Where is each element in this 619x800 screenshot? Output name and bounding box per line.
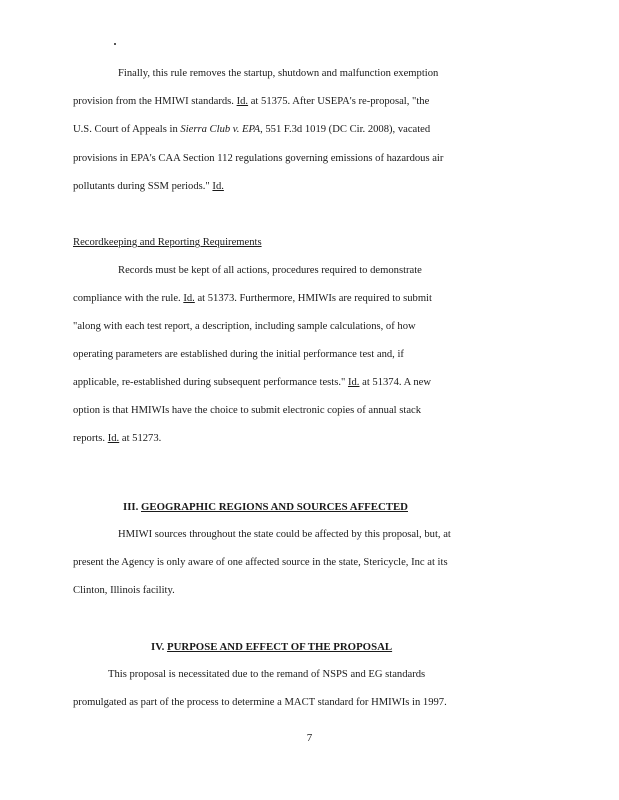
section3-line3: Clinton, Illinois facility. xyxy=(73,585,175,596)
citation-id: Id. xyxy=(236,96,249,107)
para1-line4: provisions in EPA's CAA Section 112 regulations governing emissions of hazardous air xyxy=(73,153,444,164)
recordkeeping-line1: Records must be kept of all actions, procedures required to demonstrate xyxy=(118,265,422,276)
citation-id: Id. xyxy=(212,181,224,192)
recordkeeping-line5-rest: at 51374. A new xyxy=(362,377,431,388)
recordkeeping-line2-text: compliance with the rule. xyxy=(73,293,181,304)
recordkeeping-heading: Recordkeeping and Reporting Requirements xyxy=(73,237,262,248)
para1-line3-rest: , 551 F.3d 1019 (DC Cir. 2008), vacated xyxy=(260,124,431,135)
recordkeeping-line7-rest: at 51273. xyxy=(121,433,162,444)
case-name: Sierra Club v. EPA xyxy=(180,124,261,135)
para1-line5 xyxy=(73,180,553,194)
para1-line1: Finally, this rule removes the startup, shutdown and malfunction exemption xyxy=(118,68,439,79)
recordkeeping-line7-text: reports. xyxy=(73,433,106,444)
recordkeeping-line4: operating parameters are established during the initial performance test and, if xyxy=(73,349,404,360)
section4-line1: This proposal is necessitated due to the remand of NSPS and EG standards xyxy=(108,669,426,680)
section3-line2: present the Agency is only aware of one affected source in the state, Stericycle, Inc at its xyxy=(73,557,448,568)
recordkeeping-line2 xyxy=(73,292,553,306)
section3-number: III. xyxy=(123,501,139,513)
section4-title: PURPOSE AND EFFECT OF THE PROPOSAL xyxy=(167,641,393,653)
citation-id: Id. xyxy=(183,293,195,304)
page-number: 7 xyxy=(306,732,313,744)
recordkeeping-line2-rest: at 51373. Furthermore, HMIWIs are required to submit xyxy=(197,293,432,304)
section4-number: IV. xyxy=(151,641,165,653)
citation-id: Id. xyxy=(107,433,120,444)
recordkeeping-line3: "along with each test report, a description, including sample calculations, of how xyxy=(73,321,416,332)
para1-line2-text: provision from the HMIWI standards. xyxy=(73,96,234,107)
para1-line2 xyxy=(73,95,553,109)
recordkeeping-line7 xyxy=(73,432,553,446)
section4-heading xyxy=(151,640,619,654)
para1-line2-rest: at 51375. After USEPA's re-proposal, "the xyxy=(250,96,430,107)
section4-line2: promulgated as part of the process to determine a MACT standard for HMIWIs in 1997. xyxy=(73,697,447,708)
recordkeeping-line5-text: applicable, re-established during subsequent performance tests." xyxy=(73,377,346,388)
scan-speck xyxy=(114,43,116,45)
para1-line3-text: U.S. Court of Appeals in xyxy=(73,124,178,135)
section3-heading xyxy=(123,500,603,514)
section3-line1: HMIWI sources throughout the state could be affected by this proposal, but, at xyxy=(118,529,451,540)
para1-line5-text: pollutants during SSM periods." xyxy=(73,181,210,192)
recordkeeping-line5 xyxy=(73,376,553,390)
recordkeeping-line6: option is that HMIWIs have the choice to submit electronic copies of annual stack xyxy=(73,405,422,416)
citation-id: Id. xyxy=(347,377,360,388)
section3-title: GEOGRAPHIC REGIONS AND SOURCES AFFECTED xyxy=(141,501,408,513)
para1-line3 xyxy=(73,123,553,137)
